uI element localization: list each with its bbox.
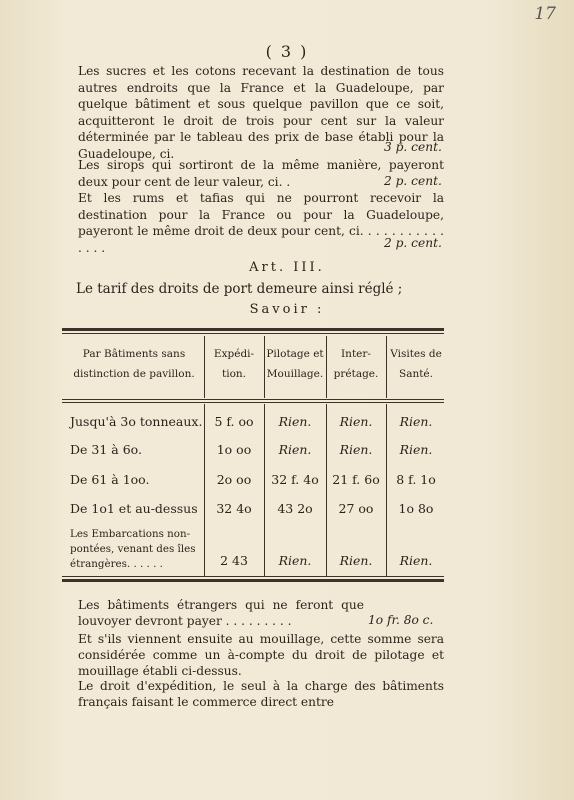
row-label: De 61 à 1oo. [70, 472, 150, 487]
rate-sirops: 2 p. cent. [384, 174, 442, 188]
col-divider [204, 336, 205, 398]
table-cell: Rien. [399, 414, 433, 429]
row-label: De 31 à 6o. [70, 442, 142, 457]
table-top-rule [62, 328, 444, 331]
header-batiments: Par Bâtiments sans distinction de pavillon. [73, 348, 195, 380]
table-cell: Rien. [278, 442, 312, 457]
header-interpretage: Inter- prétage. [333, 348, 379, 380]
savoir-heading: Savoir : [249, 302, 325, 317]
table-cell: Rien. [339, 442, 373, 457]
col-divider [264, 404, 265, 576]
col-divider [204, 404, 205, 576]
paragraph-sucres: Les sucres et les cotons recevant la destination de tous autres endroits que la France et la Guadeloupe, par quelque bâtiment et sous quelque pavillon que ce soit, acquitteront le droit de trois pour cent sur la valeur déterminée par le tableau des prix de base établi pour la Guadeloupe, ci. [78, 64, 444, 161]
paragraph-sirops: Les sirops qui sortiront de la même manière, payeront deux pour cent de leur valeur, ci. . [78, 158, 444, 189]
header-pilotage: Pilotage et Mouillage. [266, 348, 324, 380]
tarif-line: Le tarif des droits de port demeure ainsi réglé ; [76, 281, 403, 297]
table-bottom-rule-thin [62, 576, 444, 577]
row-label: Jusqu'à 3o tonneaux. [70, 414, 203, 429]
paragraph-rums: Et les rums et tafias qui ne pourront recevoir la destination pour la France ou pour la Guadeloupe, payeront le même droit de deux pour cent, ci. . . . . . . . . . . . . . . [78, 191, 444, 255]
paragraph-louvoyer: Les bâtiments étrangers qui ne feront que louvoyer devront payer . . . . . . . . . [78, 598, 364, 628]
table-cell: 2 43 [220, 553, 248, 568]
col-divider [386, 404, 387, 576]
table-cell: 2o oo [216, 472, 252, 487]
corner-mark: 17 [534, 4, 556, 24]
row-label: De 1o1 et au-dessus [70, 501, 198, 516]
table-cell: Rien. [339, 414, 373, 429]
table-cell: 32 f. 4o [271, 472, 319, 487]
table-cell: 27 oo [338, 501, 374, 516]
paragraph-mouillage: Et s'ils viennent ensuite au mouillage, cette somme sera considérée comme un à-compte du droit de pilotage et mouillage établi ci-dessus. [78, 632, 444, 678]
table-cell: 21 f. 6o [332, 472, 380, 487]
table-cell: Rien. [339, 553, 373, 568]
header-visites: Visites de Santé. [390, 348, 442, 380]
table-cell: 5 f. oo [214, 414, 254, 429]
table-cell: 32 4o [216, 501, 252, 516]
table-cell: 1o oo [216, 442, 252, 457]
rate-rums: 2 p. cent. [384, 236, 442, 250]
table-top-rule-thin [62, 333, 444, 334]
col-divider [264, 336, 265, 398]
table-bottom-rule [62, 579, 444, 582]
table-cell: Rien. [278, 414, 312, 429]
table-cell: Rien. [399, 553, 433, 568]
table-cell: Rien. [278, 553, 312, 568]
row-label: Les Embarcations non-pontées, venant des îles étrangères. . . . . . [70, 528, 196, 570]
table-cell: Rien. [399, 442, 433, 457]
table-cell: 8 f. 1o [396, 472, 436, 487]
paragraph-expedition: Le droit d'expédition, le seul à la charge des bâtiments français faisant le commerce direct entre [78, 679, 444, 709]
header-rule [62, 402, 444, 403]
col-divider [386, 336, 387, 398]
header-expedition: Expédi- tion. [213, 348, 255, 380]
article-heading: Art. III. [249, 260, 325, 275]
page-number: ( 3 ) [265, 42, 309, 61]
header-rule [62, 399, 444, 400]
col-divider [326, 336, 327, 398]
table-cell: 43 2o [277, 501, 313, 516]
rate-sucres: 3 p. cent. [384, 140, 442, 154]
rate-louvoyer: 1o fr. 8o c. [368, 613, 434, 627]
table-cell: 1o 8o [398, 501, 434, 516]
col-divider [326, 404, 327, 576]
